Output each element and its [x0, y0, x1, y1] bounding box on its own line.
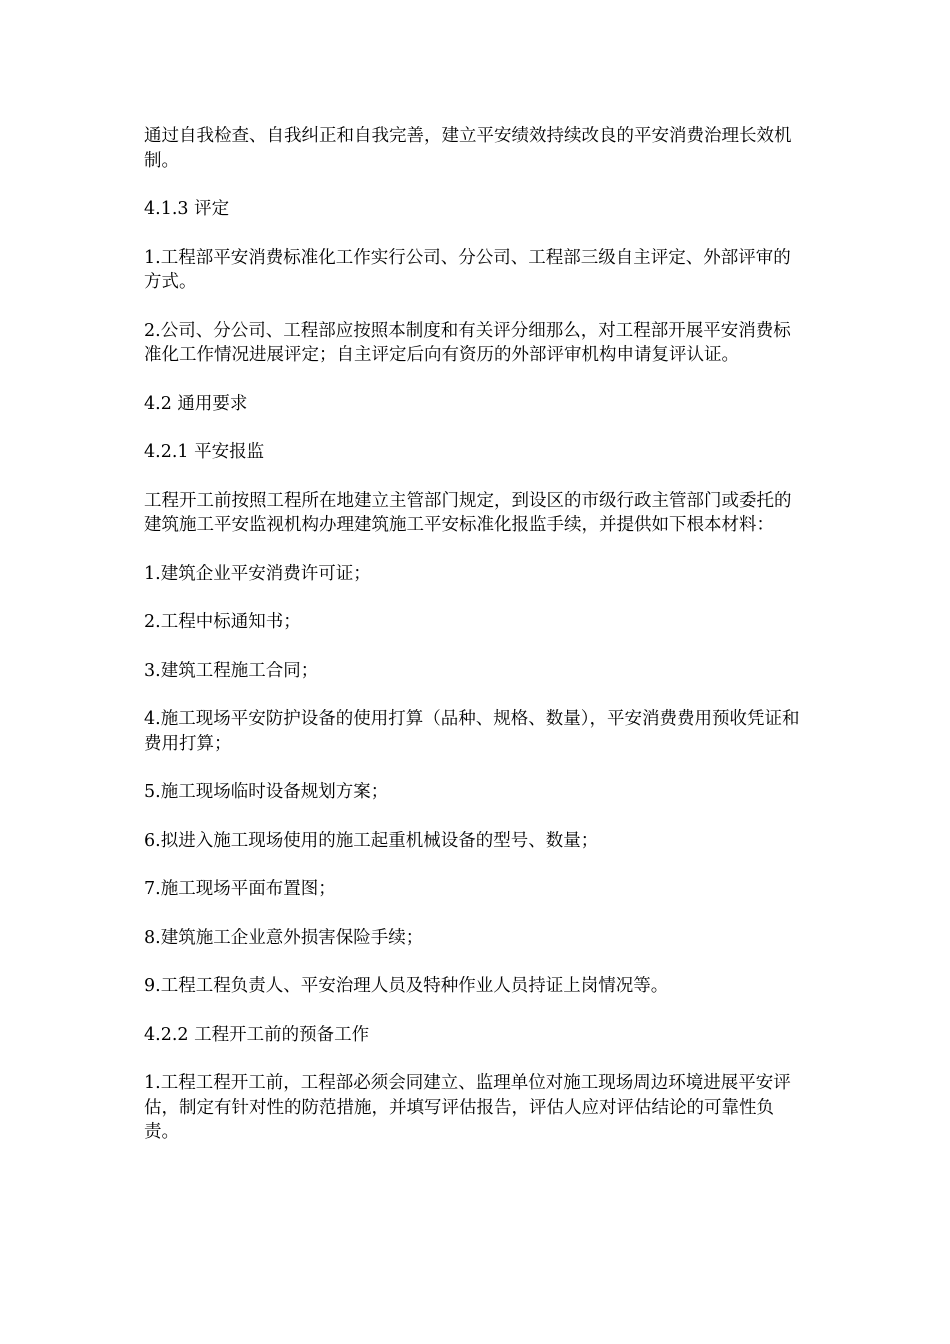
list-item-5: 5.施工现场临时设备规划方案；: [144, 782, 389, 802]
paragraph-intro-continuation: 通过自我检查、自我纠正和自我完善，建立平安绩效持续改良的平安消费治理长效机制。: [144, 126, 792, 171]
list-item-8: 8.建筑施工企业意外损害保险手续；: [144, 927, 424, 948]
section-heading-4-2: 4.2 通用要求: [144, 393, 248, 414]
list-item-1: 1.建筑企业平安消费许可证；: [144, 563, 371, 584]
document-body: [144, 124, 804, 1169]
list-item-7: 7.施工现场平面布置图；: [144, 879, 336, 899]
section-heading-4-2-2: 4.2.2 工程开工前的预备工作: [144, 1024, 370, 1045]
list-item-6: 6.拟进入施工现场使用的施工起重机械设备的型号、数量；: [144, 830, 599, 851]
section-heading-4-1-3: 4.1.3 评定: [144, 199, 230, 219]
list-item-2: 2.工程中标通知书；: [144, 612, 301, 632]
list-item-4: 4.施工现场平安防护设备的使用打算（品种、规格、数量），平安消费费用预收凭证和费用打算；: [144, 709, 800, 754]
list-item-3: 3.建筑工程施工合同；: [144, 660, 319, 681]
section-heading-4-2-1: 4.2.1 平安报监: [144, 442, 265, 462]
paragraph-preparation-1: 1.工程工程开工前，工程部必须会同建立、监理单位对施工现场周边环境进展平安评估，制定有针对性的防范措施，并填写评估报告，评估人应对评估结论的可靠性负责。: [144, 1073, 791, 1142]
paragraph-evaluation-1: 1.工程部平安消费标准化工作实行公司、分公司、工程部三级自主评定、外部评审的方式。: [144, 247, 791, 292]
list-item-9: 9.工程工程负责人、平安治理人员及特种作业人员持证上岗情况等。: [144, 976, 669, 996]
paragraph-safety-registration: 工程开工前按照工程所在地建立主管部门规定，到设区的市级行政主管部门或委托的建筑施工平安监视机构办理建筑施工平安标准化报监手续，并提供如下根本材料：: [144, 490, 792, 535]
paragraph-evaluation-2: 2.公司、分公司、工程部应按照本制度和有关评分细那么，对工程部开展平安消费标准化工作情况进展评定；自主评定后向有资历的外部评审机构申请复评认证。: [144, 320, 791, 365]
